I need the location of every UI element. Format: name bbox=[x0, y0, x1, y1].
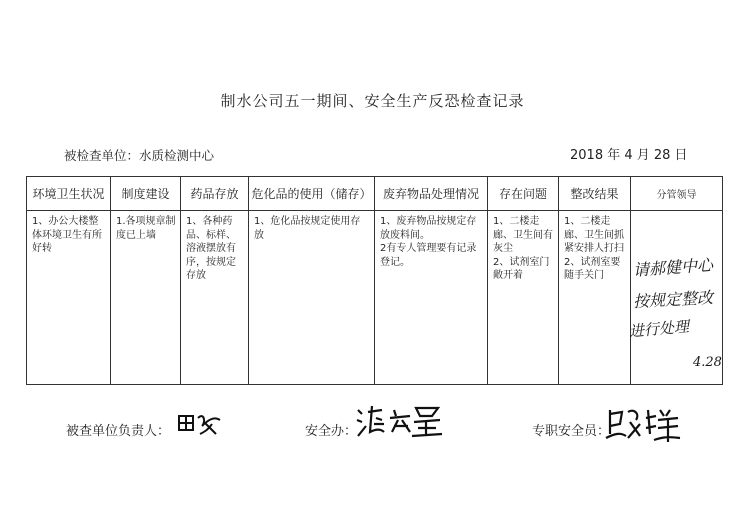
header-drugs: 药品存放 bbox=[181, 177, 249, 211]
header-system: 制度建设 bbox=[111, 177, 181, 211]
cell-waste bbox=[375, 211, 488, 385]
result-item: 2、试剂室要随手关门 bbox=[564, 256, 621, 281]
leader-note-line: 请郝健中心 bbox=[632, 255, 714, 280]
header-env: 环境卫生状况 bbox=[27, 177, 111, 211]
cell-chemicals: 1、危化品按规定使用存放 bbox=[249, 211, 375, 385]
inspection-date: 2018 年 4 月 28 日 bbox=[570, 148, 688, 163]
waste-item: 2有专人管理要有记录登记。 bbox=[380, 243, 477, 268]
safety-office-signature-image bbox=[354, 402, 446, 442]
table-row bbox=[27, 211, 723, 385]
leader-note-line: 按规定整改 bbox=[632, 287, 714, 312]
safety-officer-signature-image bbox=[604, 404, 684, 444]
document-title: 制水公司五一期间、安全生产反恐检查记录 bbox=[220, 92, 525, 110]
cell-env: 1、办公大楼整体环境卫生有所好转 bbox=[27, 211, 111, 385]
waste-item: 1、废弃物品按规定存放废料间。 bbox=[380, 216, 477, 241]
header-waste: 废弃物品处理情况 bbox=[375, 177, 488, 211]
result-item: 1、二楼走廊、卫生间抓紧安排人打扫 bbox=[564, 216, 624, 254]
leader-note-line: 进行处理 bbox=[628, 317, 690, 341]
table-header-row bbox=[27, 177, 723, 211]
cell-results bbox=[559, 211, 631, 385]
inspected-unit: 被检查单位：水质检测中心 bbox=[64, 148, 215, 163]
owner-signature-image bbox=[176, 408, 224, 436]
header-leader: 分管领导 bbox=[631, 177, 723, 211]
cell-leader bbox=[628, 211, 723, 385]
cell-system: 1.各项规章制度已上墙 bbox=[111, 211, 181, 385]
problem-item: 2、试剂室门敞开着 bbox=[493, 256, 550, 281]
header-chemicals: 危化品的使用（储存） bbox=[249, 177, 375, 211]
problem-item: 1、二楼走廊、卫生间有灰尘 bbox=[493, 216, 553, 254]
safety-office-label: 安全办： bbox=[305, 424, 358, 439]
header-results: 整改结果 bbox=[559, 177, 631, 211]
inspection-table bbox=[26, 176, 723, 385]
safety-officer-label: 专职安全员： bbox=[532, 424, 611, 439]
header-problems: 存在问题 bbox=[488, 177, 559, 211]
owner-label: 被查单位负责人： bbox=[66, 424, 171, 439]
cell-problems bbox=[488, 211, 559, 385]
leader-note-date: 4.28 bbox=[693, 355, 722, 370]
cell-drugs: 1、各种药品、标样、溶液摆放有序，按规定存放 bbox=[181, 211, 249, 385]
